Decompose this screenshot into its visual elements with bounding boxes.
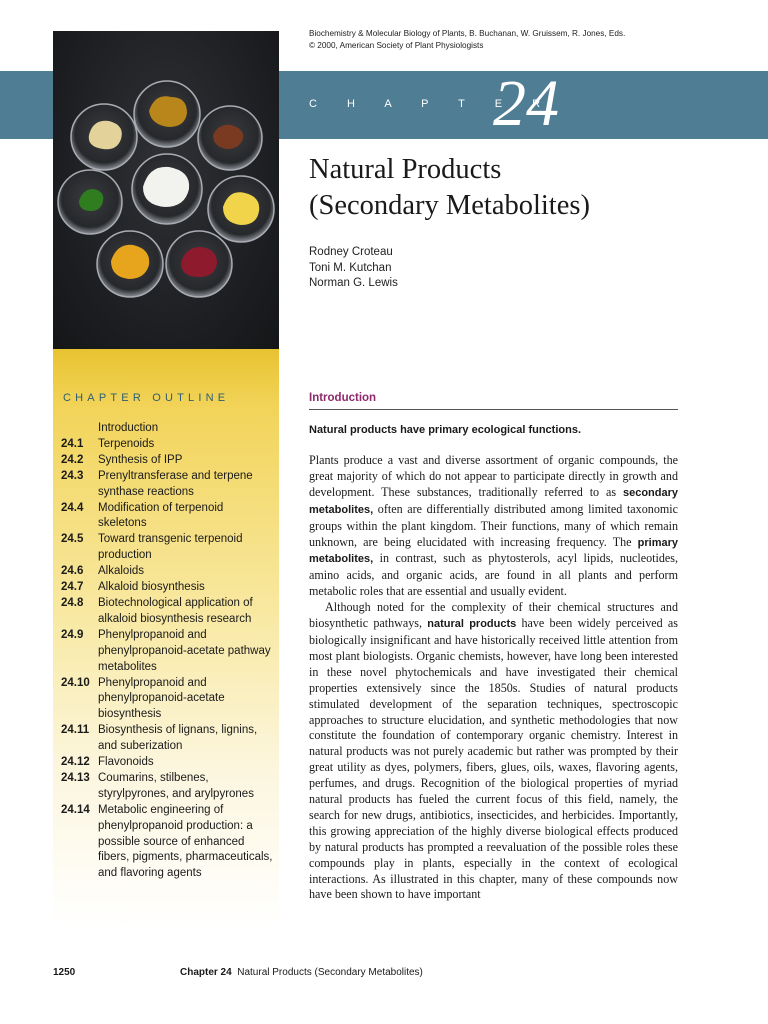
text-run: in contrast, such as phytosterols, acyl lipids, nucleotides, amino acids, and organic acids, are found in all plants and perform metabolic roles that are essential and usually evident. bbox=[309, 551, 678, 599]
outline-item-number: 24.9 bbox=[61, 628, 84, 641]
outline-item-title: Alkaloids bbox=[98, 565, 145, 578]
petri-dishes-illustration bbox=[53, 31, 279, 349]
outline-item bbox=[61, 628, 275, 676]
outline-item-title: Modification of terpenoid skeletons bbox=[98, 501, 224, 530]
outline-item-number: 24.13 bbox=[61, 771, 90, 784]
key-term: natural products bbox=[427, 618, 517, 631]
text-run: have been widely perceived as biologically insignificant and have historically received little attention from most plant biologists. Organic chemists, however, have long been interested in these novel phytochemicals and have investigated their chemical properties extensively since the 1850s. Studies of natural products stimulated development of the separation techniques, spectroscopic approaches to structure elucidation, and synthetic methodologies that now constitute the foundation of contemporary organic chemistry. Interest in natural products was not purely academic but rather was prompted by their great utility as dyes, polymers, fibers, glues, oils, waxes, flavoring agents, perfumes, and drugs. Recognition of the biological properties of myriad natural products has fueled the current focus of this field, namely, the search for new drugs, antibiotics, insecticides, and herbicides. Importantly, this growing appreciation of the highly diverse biological effects produced by natural products has prompted a reevaluation of the possible roles these compounds play in plants, especially in the context of ecological interactions. As illustrated in this chapter, many of these compounds now have been shown to have important bbox=[309, 616, 678, 902]
outline-item-number: 24.10 bbox=[61, 676, 90, 689]
outline-item-title: Toward transgenic terpenoid production bbox=[98, 533, 243, 562]
outline-item bbox=[61, 596, 275, 628]
outline-item-title: Phenylpropanoid and phenylpropanoid-acetate biosynthesis bbox=[98, 676, 225, 721]
running-footer bbox=[180, 967, 423, 978]
chapter-outline bbox=[61, 421, 275, 882]
authors bbox=[309, 245, 398, 292]
outline-item-title: Alkaloid biosynthesis bbox=[98, 581, 205, 594]
chapter-title bbox=[309, 152, 749, 224]
outline-item bbox=[61, 803, 275, 883]
outline-item-title: Terpenoids bbox=[98, 437, 155, 450]
text-run: often are differentially distributed among limited taxonomic groups within the plant kingdom. Their functions, many of which remain unknown, are being elucidated with increasing frequency. The bbox=[309, 501, 678, 549]
outline-item bbox=[61, 580, 275, 596]
author-name: Norman G. Lewis bbox=[309, 277, 398, 289]
body-text bbox=[309, 453, 678, 903]
author-name: Toni M. Kutchan bbox=[309, 261, 392, 274]
outline-item-title: Prenyltransferase and terpene synthase reactions bbox=[98, 469, 253, 498]
chapter-label: C H A P T E R bbox=[309, 98, 554, 110]
key-term: secondary metabolites, bbox=[309, 486, 678, 516]
outline-item-title: Flavonoids bbox=[98, 756, 154, 769]
text-run: Plants produce a vast and diverse assortment of organic compounds, the great majority of which do not appear to participate directly in growth and development. These substances, traditionally referred to as bbox=[309, 453, 678, 499]
outline-item-number: 24.14 bbox=[61, 803, 90, 816]
outline-item-title: Coumarins, stilbenes, styrylpyrones, and arylpyrones bbox=[98, 771, 254, 800]
outline-item-number: 24.3 bbox=[61, 469, 84, 482]
outline-item-title: Synthesis of IPP bbox=[98, 453, 183, 466]
outline-item-number: 24.12 bbox=[61, 756, 90, 769]
outline-item-number: 24.1 bbox=[61, 437, 84, 450]
chapter-outline-heading: CHAPTER OUTLINE bbox=[63, 392, 230, 404]
outline-item-number: 24.7 bbox=[61, 581, 84, 594]
title-line: Natural Products bbox=[309, 154, 502, 185]
outline-item bbox=[61, 676, 275, 724]
section-heading: Introduction bbox=[309, 392, 377, 404]
outline-item-number bbox=[61, 421, 98, 437]
outline-item-title: Metabolic engineering of phenylpropanoid production: a possible source of enhanced fibers, pigments, pharmaceuticals, and flavoring agents bbox=[98, 803, 273, 880]
page-number: 1250 bbox=[53, 967, 76, 978]
title-line: (Secondary Metabolites) bbox=[309, 190, 590, 221]
key-term: primary metabolites, bbox=[309, 536, 678, 566]
outline-item-title: Biosynthesis of lignans, lignins, and suberization bbox=[98, 724, 258, 753]
outline-item bbox=[61, 723, 275, 755]
citation-line: © 2000, American Society of Plant Physiologists bbox=[309, 41, 484, 50]
outline-item bbox=[61, 437, 275, 453]
outline-item bbox=[61, 532, 275, 564]
footer-chapter-label: Chapter 24 bbox=[180, 967, 232, 978]
paragraph bbox=[309, 600, 678, 903]
text-run: Although noted for the complexity of their chemical structures and biosynthetic pathways, bbox=[309, 600, 678, 631]
chapter-number: 24 bbox=[493, 67, 559, 140]
outline-item bbox=[61, 469, 275, 501]
outline-item-title: Phenylpropanoid and phenylpropanoid-acetate pathway metabolites bbox=[98, 628, 271, 673]
outline-item-title: Introduction bbox=[98, 422, 159, 434]
footer-chapter-title: Natural Products (Secondary Metabolites) bbox=[237, 967, 423, 978]
outline-item bbox=[61, 421, 275, 437]
outline-item bbox=[61, 755, 275, 771]
section-divider bbox=[309, 409, 678, 410]
outline-item-number: 24.6 bbox=[61, 565, 84, 578]
paragraph bbox=[309, 453, 678, 600]
outline-item bbox=[61, 501, 275, 533]
outline-item-number: 24.11 bbox=[61, 724, 90, 737]
section-subheading: Natural products have primary ecological functions. bbox=[309, 424, 582, 436]
outline-item-number: 24.8 bbox=[61, 596, 84, 609]
citation-line: Biochemistry & Molecular Biology of Plants, B. Buchanan, W. Gruissem, R. Jones, Eds. bbox=[309, 29, 626, 38]
outline-item-number: 24.4 bbox=[61, 501, 84, 514]
outline-item-number: 24.5 bbox=[61, 533, 84, 546]
outline-item bbox=[61, 453, 275, 469]
outline-item-title: Biotechnological application of alkaloid biosynthesis research bbox=[98, 596, 253, 625]
outline-item-number: 24.2 bbox=[61, 453, 84, 466]
natural-products-photo bbox=[53, 31, 279, 349]
outline-item bbox=[61, 771, 275, 803]
citation bbox=[309, 28, 749, 52]
outline-item bbox=[61, 564, 275, 580]
author-name: Rodney Croteau bbox=[309, 246, 393, 258]
